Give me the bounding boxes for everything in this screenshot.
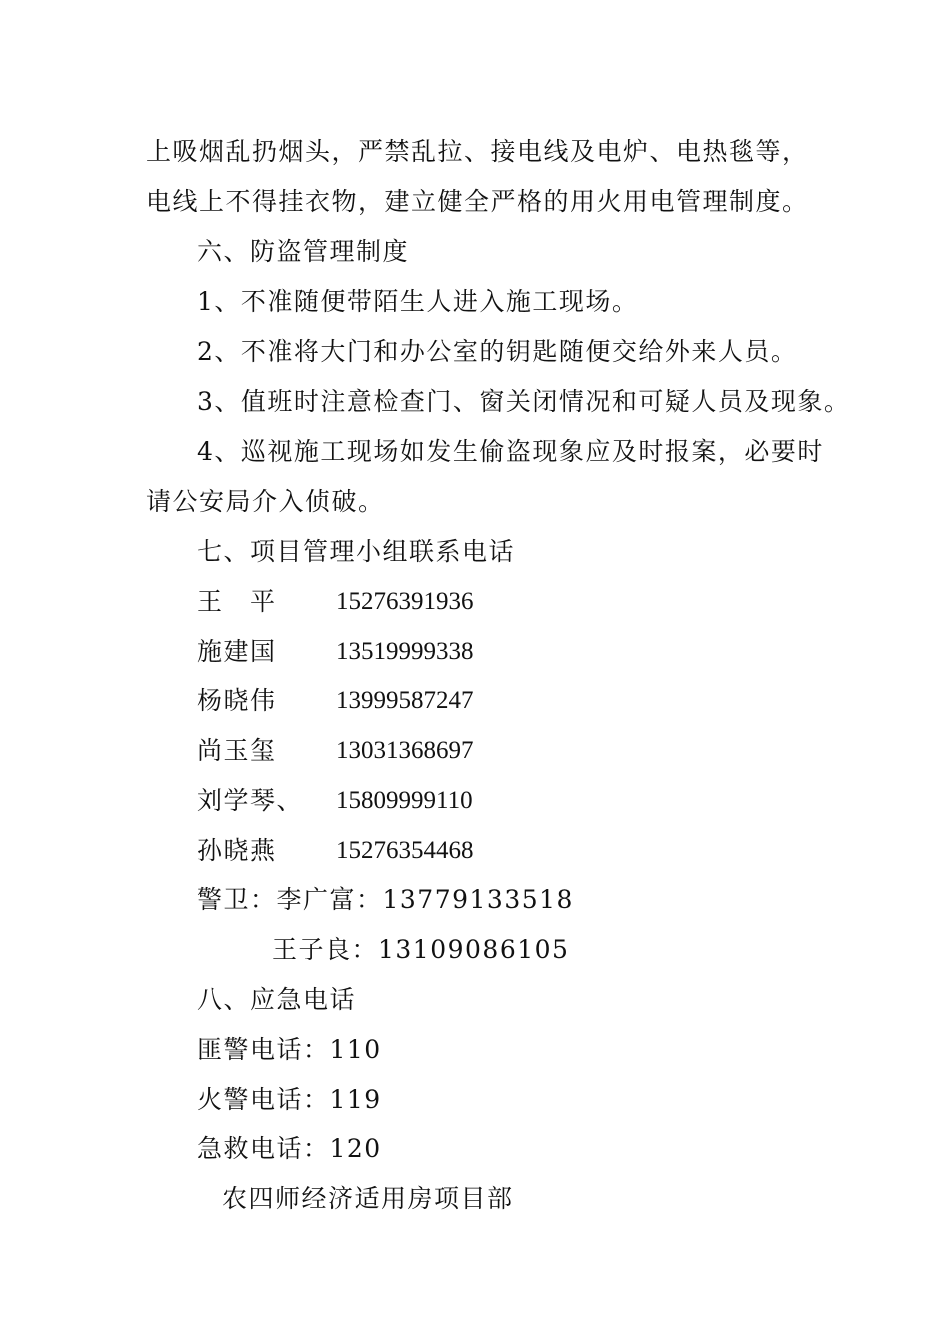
signature-line: 农四师经济适用房项目部: [222, 1184, 514, 1213]
contact-phone: 15276391936: [336, 588, 474, 615]
anti-theft-rule-4-line-1: 4、巡视施工现场如发生偷盗现象应及时报案，必要时: [197, 437, 824, 466]
contact-phone: 15809999110: [336, 787, 473, 814]
contact-phone: 13519999338: [336, 638, 474, 665]
contact-phone: 13999587247: [336, 687, 474, 714]
anti-theft-rule-4-line-2: 请公安局介入侦破。: [146, 487, 385, 516]
section-7-heading: 七、项目管理小组联系电话: [197, 537, 516, 566]
anti-theft-rule-3: 3、值班时注意检查门、窗关闭情况和可疑人员及现象。: [197, 387, 851, 416]
contact-name: 施建国: [197, 637, 277, 666]
section-8-heading: 八、应急电话: [197, 985, 357, 1014]
contact-name: 孙晓燕: [197, 836, 277, 865]
paragraph-fire-safety-line-1: 上吸烟乱扔烟头，严禁乱拉、接电线及电炉、电热毯等，: [146, 137, 809, 166]
guard-contact-line-1: 警卫：李广富：13779133518: [197, 885, 574, 914]
guard-contact-line-2: 王子良：13109086105: [272, 935, 570, 964]
paragraph-fire-safety-line-2: 电线上不得挂衣物，建立健全严格的用火用电管理制度。: [146, 187, 809, 216]
emergency-fire: 火警电话：119: [197, 1085, 382, 1114]
contact-phone: 15276354468: [336, 837, 474, 864]
anti-theft-rule-1: 1、不准随便带陌生人进入施工现场。: [197, 287, 639, 316]
anti-theft-rule-2: 2、不准将大门和办公室的钥匙随便交给外来人员。: [197, 337, 798, 366]
emergency-ambulance: 急救电话：120: [197, 1134, 382, 1163]
contact-name: 刘学琴、: [197, 786, 304, 815]
contact-name: 杨晓伟: [197, 686, 277, 715]
contact-phone: 13031368697: [336, 737, 474, 764]
emergency-police: 匪警电话：110: [197, 1035, 382, 1064]
contact-name: 尚玉玺: [197, 736, 277, 765]
section-6-heading: 六、防盗管理制度: [197, 237, 410, 266]
contact-name: 王 平: [197, 587, 277, 616]
